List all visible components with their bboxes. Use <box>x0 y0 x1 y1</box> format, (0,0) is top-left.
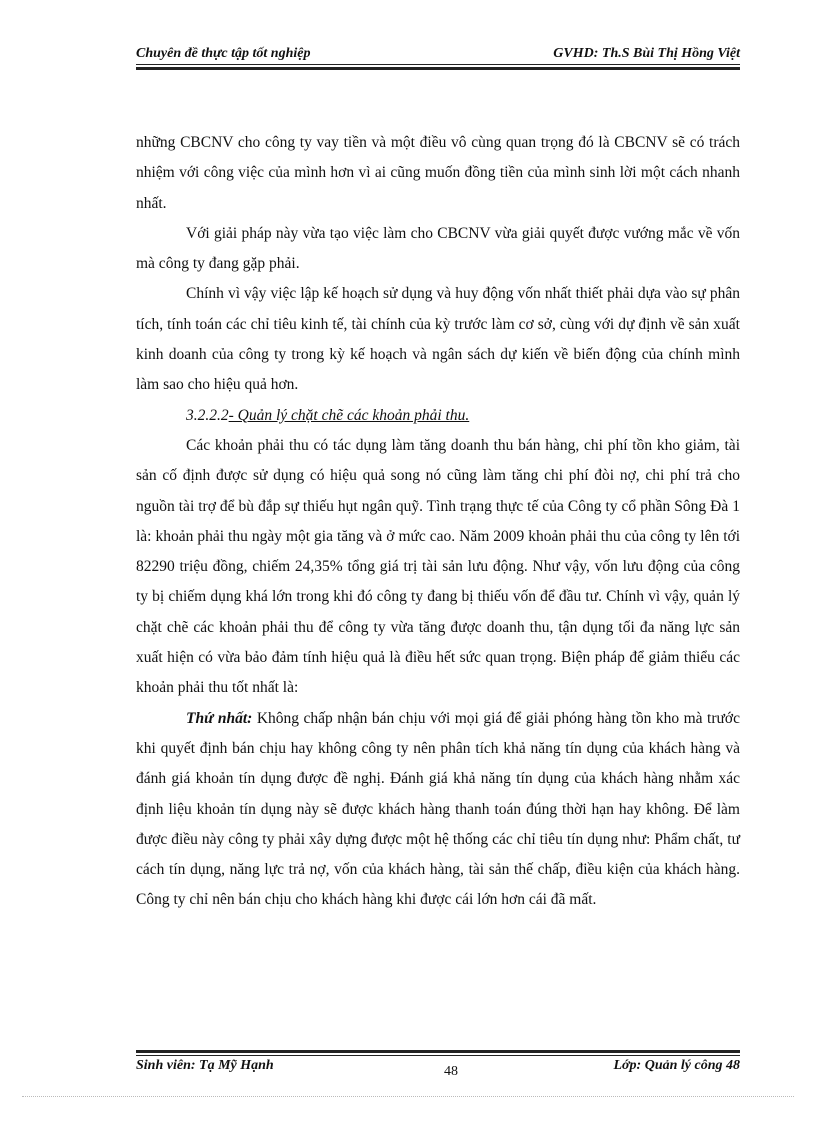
paragraph-receivables: Các khoản phải thu có tác dụng làm tăng doanh thu bán hàng, chi phí tồn kho giảm, tài sản cố định được sử dụng có hiệu quả song nó cũng làm tăng chi phí đòi nợ, chi phí trả cho nguồn tài trợ để bù đắp sự thiếu hụt ngân quỹ. Tình trạng thực tế của Công ty cổ phần Sông Đà 1 là: khoản phải thu ngày một gia tăng và ở mức cao. Năm 2009 khoản phải thu của công ty lên tới 82290 triệu đồng, chiếm 24,35% tổng giá trị tài sản lưu động. Như vậy, vốn lưu động của công ty bị chiếm dụng khá lớn trong khi đó công ty đang bị thiếu vốn để đầu tư. Chính vì vậy, quản lý chặt chẽ các khoản phải thu để công ty vừa tăng được doanh thu, tận dụng tối đa năng lực sản xuất hiện có vừa bảo đảm tính hiệu quả là điều hết sức quan trọng. Biện pháp để giảm thiểu các khoản phải thu tốt nhất là: <box>136 436 740 697</box>
page-number: 48 <box>444 1064 458 1079</box>
paragraph-planning: Chính vì vậy việc lập kế hoạch sử dụng và huy động vốn nhất thiết phải dựa vào sự phân tích, tính toán các chỉ tiêu kinh tế, tài chính của kỳ trước làm cơ sở, cùng với dự định về sản xuất kinh doanh của công ty trong kỳ kế hoạch và ngân sách dự kiến về biến động của chính mình làm sao cho hiệu quả hơn. <box>136 285 740 394</box>
page-bottom-border <box>22 1096 794 1097</box>
footer-rule-thick <box>136 1050 740 1053</box>
paragraph-continued: những CBCNV cho công ty vay tiền và một điều vô cùng quan trọng đó là CBCNV sẽ có trách nhiệm với công việc của mình hơn vì ai cũng muốn đồng tiền của mình sinh lời một cách nhanh nhất. <box>136 134 740 212</box>
page-header <box>136 44 740 64</box>
section-number: 3.2.2.2 <box>186 406 229 424</box>
paragraph-first-measure <box>136 704 740 916</box>
footer-student: Sinh viên: Tạ Mỹ Hạnh <box>136 1058 274 1073</box>
paragraph-solution: Với giải pháp này vừa tạo việc làm cho CBCNV vừa giải quyết được vướng mắc về vốn mà công ty đang gặp phải. <box>136 224 740 273</box>
header-rule-thick <box>136 67 740 70</box>
header-rule-thin <box>136 64 740 65</box>
first-measure-text: Không chấp nhận bán chịu với mọi giá để giải phóng hàng tồn kho mà trước khi quyết định bán chịu hay không công ty nên phân tích khả năng tín dụng của khách hàng và đánh giá khoản tín dụng được đề nghị. Đánh giá khả năng tín dụng của khách hàng nhằm xác định liệu khoản tín dụng này sẽ được khách hàng thanh toán đúng thời hạn hay không. Để làm được điều này công ty phải xây dựng được một hệ thống các chỉ tiêu tín dụng như: Phẩm chất, tư cách tín dụng, năng lực trả nợ, vốn của khách hàng, tài sản thế chấp, điều kiện của khách hàng. Công ty chỉ nên bán chịu cho khách hàng khi được cái lớn hơn cái đã mất. <box>136 709 740 909</box>
page-footer <box>136 1058 740 1082</box>
document-body <box>136 128 740 916</box>
first-measure-lead: Thứ nhất: <box>186 709 253 727</box>
section-title: - Quản lý chặt chẽ các khoản phải thu. <box>228 406 470 424</box>
footer-rule-thin <box>136 1055 740 1056</box>
footer-class: Lớp: Quản lý công 48 <box>613 1058 740 1073</box>
header-advisor: GVHD: Th.S Bùi Thị Hồng Việt <box>553 46 740 61</box>
section-heading <box>136 401 740 431</box>
header-topic: Chuyên đề thực tập tốt nghiệp <box>136 46 311 61</box>
